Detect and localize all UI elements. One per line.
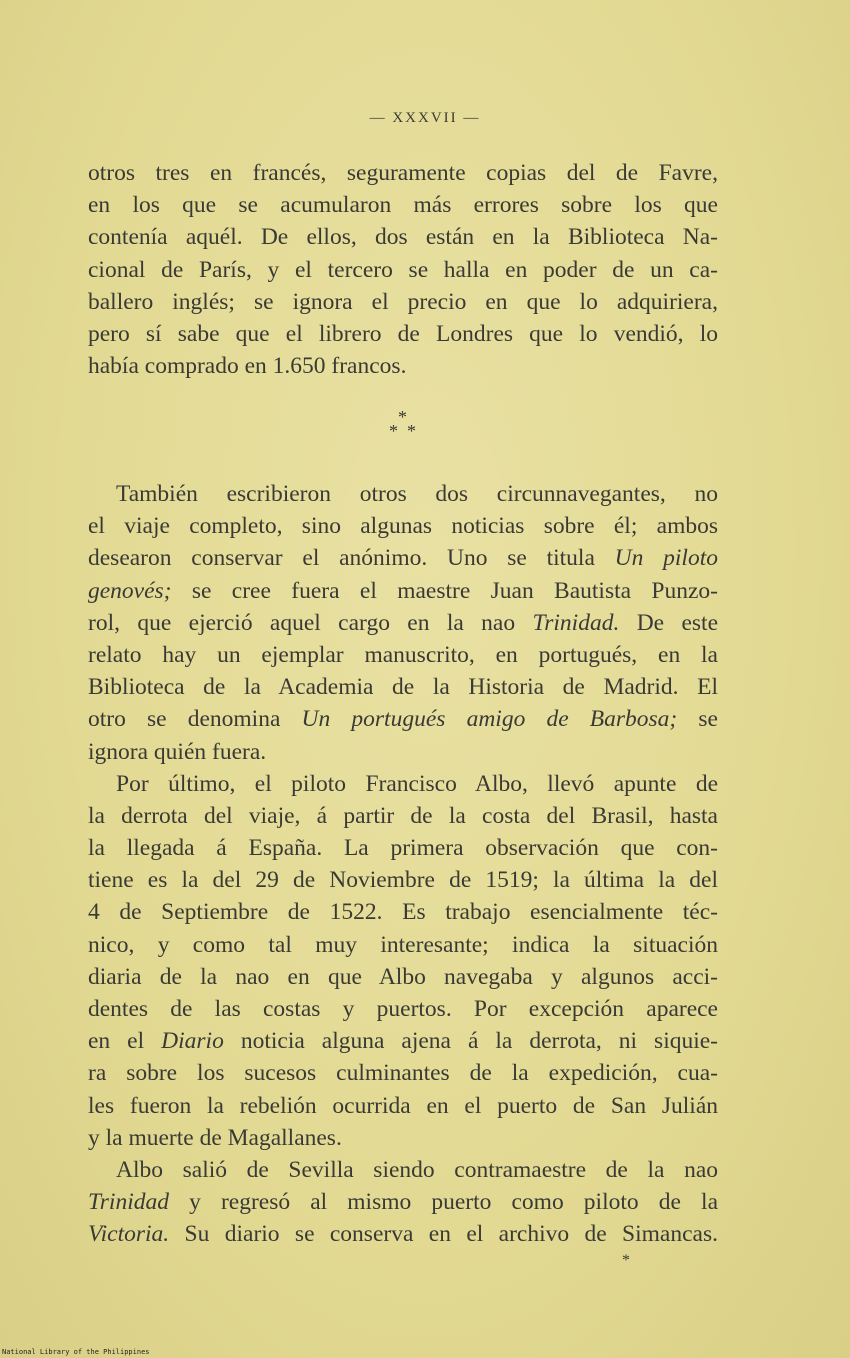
text-line: diaria de la nao en que Albo navegaba y algunos acci- [88,963,718,990]
text-line: el viaje completo, sino algunas noticias sobre él; ambos [88,513,718,540]
text-span: desearon conservar el anónimo. Uno se titula [88,545,615,572]
text-line: en los que se acumularon más errores sobre los que [88,192,718,219]
text-line: Albo salió de Sevilla siendo contramaestre de la nao [116,1156,718,1183]
italic-ship-name: Victoria. [88,1221,170,1248]
asterism-star: * [407,421,416,441]
text-line: ra sobre los sucesos culminantes de la expedición, cua- [88,1060,718,1087]
italic-title: Un piloto [614,545,718,572]
text-line: nico, y como tal muy interesante; indica la situación [88,931,718,958]
text-line: y la muerte de Magallanes. [88,1124,342,1151]
asterism-star: * [398,407,407,427]
text-line: la derrota del viaje, á partir de la costa del Brasil, hasta [88,802,718,829]
text-span: se [677,706,718,733]
text-span: Su diario se conserva en el archivo de Simancas. [169,1221,718,1248]
italic-title: Diario [161,1028,224,1055]
text-span: otro se denomina [88,706,302,733]
text-line: Biblioteca de la Academia de la Historia de Madrid. El [88,674,718,701]
text-line [88,607,718,639]
library-credit: National Library of the Philippines [2,1348,150,1356]
text-line: Por último, el piloto Francisco Albo, llevó apunte de [116,770,718,797]
italic-title: genovés; [88,577,172,604]
text-line: dentes de las costas y puertos. Por excepción aparece [88,996,718,1022]
italic-title: Un portugués amigo de Barbosa; [301,706,678,733]
text-line [88,1186,718,1218]
text-line: ignora quién fuera. [88,738,267,765]
text-line [88,1025,718,1057]
text-line: ballero inglés; se ignora el precio en que lo adquiriera, [88,288,718,315]
body-text [88,478,718,1251]
text-line: tiene es la del 29 de Noviembre de 1519; la última la del [88,867,718,894]
italic-ship-name: Trinidad [88,1189,169,1216]
italic-ship-name: Trinidad. [532,609,620,636]
text-line [88,542,718,574]
signature-mark: * [622,1252,630,1269]
text-line: También escribieron otros dos circunnavegantes, no [116,481,718,507]
text-line [88,1218,718,1250]
asterism-separator [380,408,430,448]
text-line: pero sí sabe que el librero de Londres que lo vendió, lo [88,320,718,347]
paragraph-1 [88,157,718,382]
text-line: relato hay un ejemplar manuscrito, en portugués, en la [88,641,718,668]
text-line [88,703,718,735]
text-span: rol, que ejerció aquel cargo en la nao [88,609,533,636]
text-span: en el [88,1028,162,1055]
text-line: contenía aquél. De ellos, dos están en la Biblioteca Na- [88,224,718,251]
text-line: cional de París, y el tercero se halla en poder de un ca- [88,256,718,283]
text-line: había comprado en 1.650 francos. [88,353,407,380]
text-span: De este [619,609,719,636]
text-span: noticia alguna ajena á la derrota, ni siquie- [223,1028,719,1055]
asterism-star: * [389,421,398,441]
page-number: — XXXVII — [369,110,481,126]
text-line: les fueron la rebelión ocurrida en el puerto de San Julián [88,1092,718,1119]
text-line: 4 de Septiembre de 1522. Es trabajo esencialmente téc- [88,899,718,926]
text-span: se cree fuera el maestre Juan Bautista Punzo- [171,577,718,604]
text-line: la llegada á España. La primera observación que con- [88,835,718,862]
text-span: y regresó al mismo puerto como piloto de la [168,1189,718,1216]
text-line [88,575,718,607]
text-line: otros tres en francés, seguramente copias del de Favre, [88,160,718,186]
